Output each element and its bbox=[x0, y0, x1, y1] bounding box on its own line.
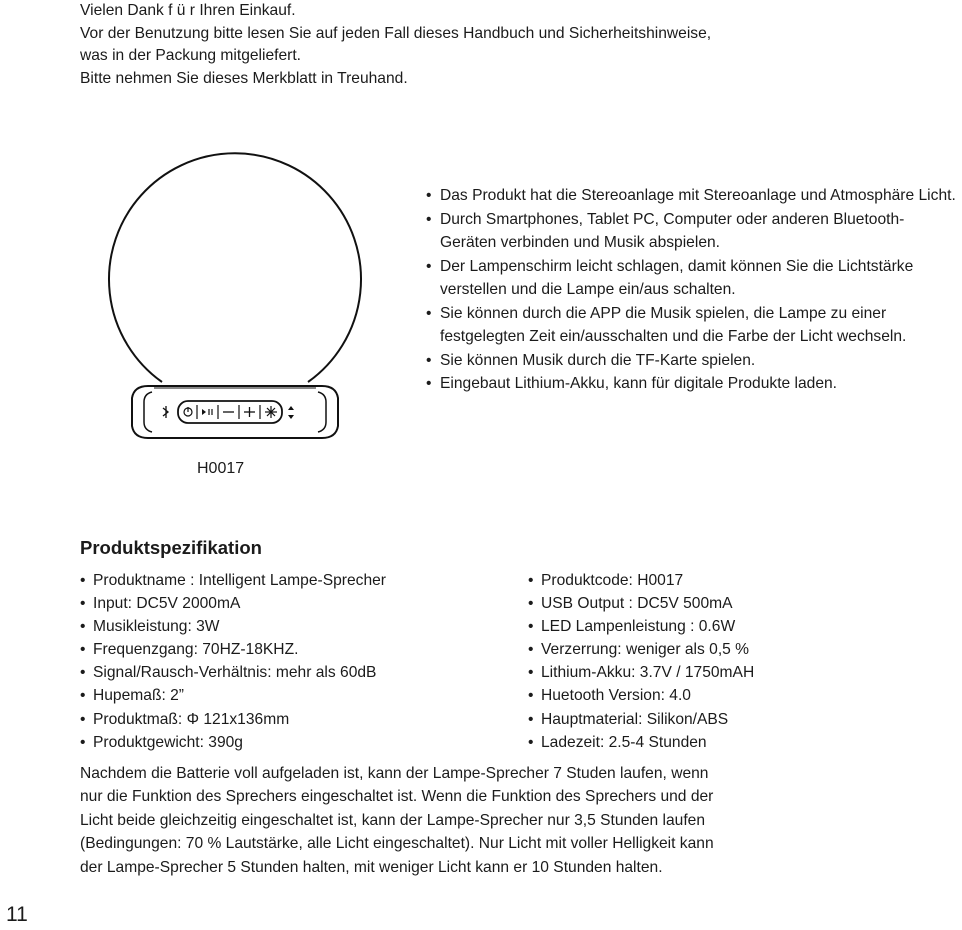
feature-item: • Sie können Musik durch die TF-Karte spielen. bbox=[424, 349, 959, 373]
spec-item: • Hupemaß: 2” bbox=[80, 684, 520, 707]
note-line: Licht beide gleichzeitig eingeschaltet ist, kann der Lampe-Sprecher nur 3,5 Stunden laufen bbox=[80, 811, 706, 829]
spec-item: • Verzerrung: weniger als 0,5 % bbox=[528, 638, 948, 661]
spec-item: • Produktmaß: Φ 121x136mm bbox=[80, 708, 520, 731]
lamp-globe bbox=[109, 153, 361, 382]
feature-item: • Das Produkt hat die Stereoanlage mit Stereoanlage und Atmosphäre Licht. bbox=[424, 184, 959, 208]
feature-item: • Sie können durch die APP die Musik spielen, die Lampe zu einer festgelegten Zeit ein/ausschalten und die Farbe der Licht wechseln. bbox=[424, 302, 959, 349]
intro-line: Vor der Benutzung bitte lesen Sie auf jeden Fall dieses Handbuch und Sicherheitshinweise, bbox=[80, 24, 712, 42]
page-number: 11 bbox=[6, 903, 28, 926]
product-illustration bbox=[60, 130, 380, 450]
battery-note bbox=[80, 762, 940, 879]
spec-list-right bbox=[528, 569, 948, 754]
spec-item: • Produktcode: H0017 bbox=[528, 569, 948, 592]
feature-item: • Durch Smartphones, Tablet PC, Computer oder anderen Bluetooth-Geräten verbinden und Musik abspielen. bbox=[424, 208, 959, 255]
spec-item: • Signal/Rausch-Verhältnis: mehr als 60dB bbox=[80, 661, 520, 684]
note-line: nur die Funktion des Sprechers eingeschaltet ist. Wenn die Funktion des Sprechers und der bbox=[80, 788, 714, 806]
spec-list-left bbox=[80, 569, 520, 754]
intro-line: Vielen Dank f ü r Ihren Einkauf. bbox=[80, 2, 296, 19]
spec-item: • USB Output : DC5V 500mA bbox=[528, 592, 948, 615]
note-line: Nachdem die Batterie voll aufgeladen ist, kann der Lampe-Sprecher 7 Studen laufen, wenn bbox=[80, 765, 709, 782]
feature-list bbox=[424, 184, 959, 396]
spec-item: • Hauptmaterial: Silikon/ABS bbox=[528, 708, 948, 731]
note-line: der Lampe-Sprecher 5 Stunden halten, mit weniger Licht kann er 10 Stunden halten. bbox=[80, 858, 663, 876]
spec-item: • Huetooth Version: 4.0 bbox=[528, 684, 948, 707]
feature-item: • Eingebaut Lithium-Akku, kann für digitale Produkte laden. bbox=[424, 372, 959, 396]
spec-item: • LED Lampenleistung : 0.6W bbox=[528, 615, 948, 638]
feature-item: • Der Lampenschirm leicht schlagen, damit können Sie die Lichtstärke verstellen und die Lampe ein/aus schalten. bbox=[424, 255, 959, 302]
spec-item: • Produktgewicht: 390g bbox=[80, 731, 520, 754]
intro-text bbox=[80, 0, 940, 90]
spec-title: Produktspezifikation bbox=[80, 537, 262, 558]
spec-item: • Input: DC5V 2000mA bbox=[80, 592, 520, 615]
spec-item: • Produktname : Intelligent Lampe-Sprecher bbox=[80, 569, 520, 592]
intro-line: was in der Packung mitgeliefert. bbox=[80, 47, 302, 65]
bluetooth-icon bbox=[163, 406, 168, 418]
model-label: H0017 bbox=[197, 460, 245, 477]
intro-line: Bitte nehmen Sie dieses Merkblatt in Treuhand. bbox=[80, 69, 408, 87]
spec-item: • Frequenzgang: 70HZ-18KHZ. bbox=[80, 638, 520, 661]
spec-item: • Lithium-Akku: 3.7V / 1750mAH bbox=[528, 661, 948, 684]
mode-icon bbox=[288, 406, 294, 419]
note-line: (Bedingungen: 70 % Lautstärke, alle Licht eingeschaltet). Nur Licht mit voller Helligkeit kann bbox=[80, 835, 714, 853]
spec-item: • Musikleistung: 3W bbox=[80, 615, 520, 638]
spec-item: • Ladezeit: 2.5-4 Stunden bbox=[528, 731, 948, 754]
